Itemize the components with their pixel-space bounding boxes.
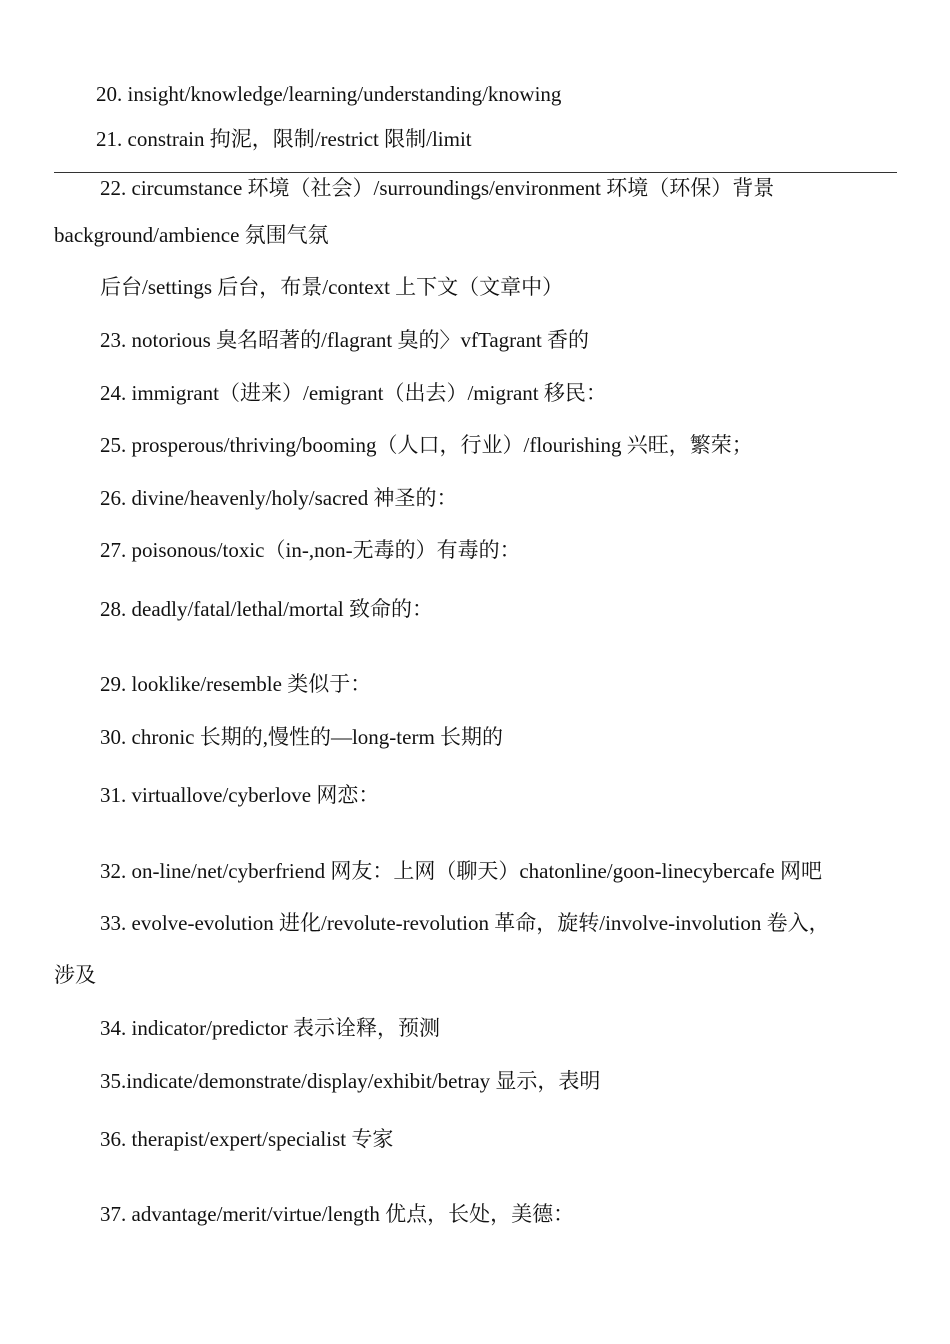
text-line-29: 29. looklike/resemble 类似于： (100, 672, 372, 696)
text-line-30: 30. chronic 长期的,慢性的—long-term 长期的 (100, 725, 504, 749)
text-line-32: 32. on-line/net/cyberfriend 网友：上网（聊天）chatonline/goon-linecybercafe 网吧 (100, 859, 822, 883)
text-line-33-continued: 涉及 (54, 963, 96, 987)
text-line-22: 22. circumstance 环境（社会）/surroundings/environment 环境（环保）背景 (100, 176, 775, 200)
text-line-26: 26. divine/heavenly/holy/sacred 神圣的： (100, 486, 458, 510)
text-line-27: 27. poisonous/toxic（in-,non-无毒的）有毒的： (100, 538, 521, 562)
text-line-25: 25. prosperous/thriving/booming（人口，行业）/flourishing 兴旺，繁荣； (100, 433, 753, 457)
text-line-28: 28. deadly/fatal/lethal/mortal 致命的： (100, 597, 433, 621)
text-line-23: 23. notorious 臭名昭著的/flagrant 臭的〉vfTagrant 香的 (100, 328, 590, 352)
text-line-22-continued: background/ambience 氛围气氛 (54, 223, 329, 247)
text-line-37: 37. advantage/merit/virtue/length 优点，长处，美德： (100, 1202, 575, 1226)
text-line-24: 24. immigrant（进来）/emigrant（出去）/migrant 移民： (100, 381, 607, 405)
text-line-31: 31. virtuallove/cyberlove 网恋： (100, 783, 380, 807)
text-line-21: 21. constrain 拘泥，限制/restrict 限制/limit (96, 127, 472, 151)
text-line-33: 33. evolve-evolution 进化/revolute-revolution 革命，旋转/involve-involution 卷入， (100, 911, 830, 935)
text-line-35: 35.indicate/demonstrate/display/exhibit/betray 显示，表明 (100, 1069, 601, 1093)
text-line-36: 36. therapist/expert/specialist 专家 (100, 1127, 394, 1151)
text-line-34: 34. indicator/predictor 表示诠释，预测 (100, 1016, 441, 1040)
horizontal-divider (54, 172, 897, 173)
text-line-20: 20. insight/knowledge/learning/understanding/knowing (96, 82, 562, 106)
text-line-22-settings: 后台/settings 后台，布景/context 上下文（文章中） (100, 275, 564, 299)
